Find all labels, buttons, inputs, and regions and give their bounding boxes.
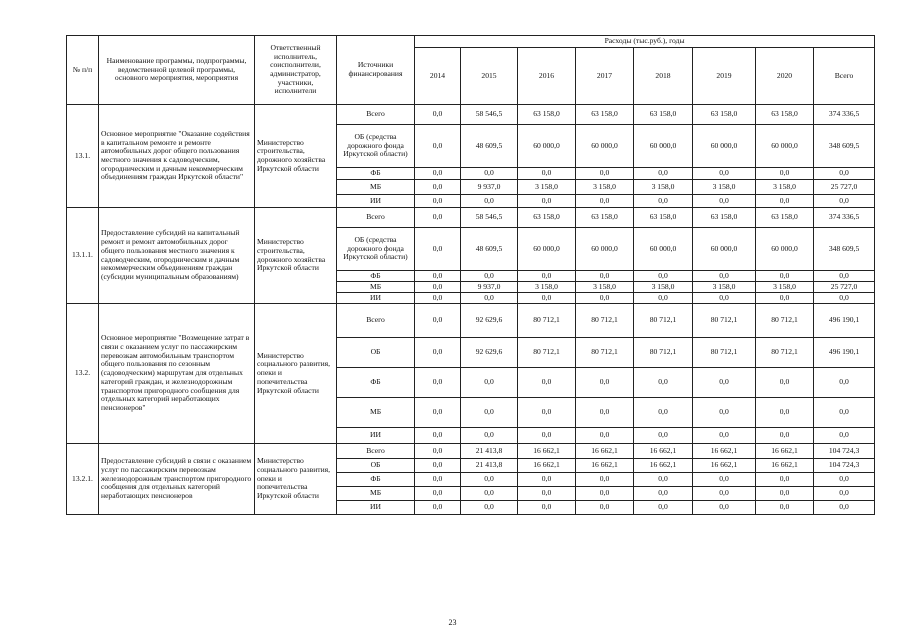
year-value: 3 158,0 [756,282,814,293]
funding-source: ОБ [337,338,415,368]
year-value: 58 546,5 [461,208,518,228]
year-value: 0,0 [576,501,634,515]
year-value: 0,0 [415,459,461,473]
year-value: 80 712,1 [576,304,634,338]
year-value: 0,0 [518,168,576,180]
year-value: 0,0 [756,473,814,487]
funding-source: МБ [337,180,415,195]
year-value: 80 712,1 [634,304,693,338]
year-value: 0,0 [634,368,693,398]
year-value: 16 662,1 [518,444,576,459]
year-value: 0,0 [518,368,576,398]
year-value: 0,0 [461,428,518,444]
year-value: 60 000,0 [756,125,814,168]
year-value: 0,0 [576,398,634,428]
funding-source: ФБ [337,368,415,398]
total-value: 0,0 [814,271,875,282]
year-value: 16 662,1 [576,459,634,473]
header-year: 2020 [756,48,814,105]
year-value: 0,0 [415,428,461,444]
year-value: 0,0 [756,368,814,398]
year-value: 0,0 [415,304,461,338]
year-value: 0,0 [634,398,693,428]
funding-source: ИИ [337,501,415,515]
year-value: 0,0 [576,168,634,180]
year-value: 21 413,8 [461,444,518,459]
year-value: 0,0 [634,168,693,180]
item-responsible: Министерство строительства, дорожного хозяйства Иркутской области [255,105,337,208]
year-value: 21 413,8 [461,459,518,473]
funding-source: Всего [337,105,415,125]
year-value: 63 158,0 [634,208,693,228]
year-value: 60 000,0 [576,228,634,271]
total-value: 374 336,5 [814,105,875,125]
year-value: 16 662,1 [693,444,756,459]
year-value: 0,0 [756,501,814,515]
page-number: 23 [448,618,457,627]
funding-source: ФБ [337,473,415,487]
year-value: 63 158,0 [756,208,814,228]
item-name: Предоставление субсидий на капитальный ремонт и ремонт автомобильных дорог общего пользования местного значения к садоводческим, огородническим и дачным некоммерческим объединениям граждан (субсидии муниципальным образованиям) [99,208,255,304]
year-value: 3 158,0 [693,180,756,195]
year-value: 0,0 [634,293,693,304]
year-value: 0,0 [634,428,693,444]
year-value: 0,0 [518,398,576,428]
year-value: 0,0 [415,282,461,293]
year-value: 0,0 [634,195,693,208]
header-expenses: Расходы (тыс.руб.), годы [415,36,875,48]
total-value: 0,0 [814,293,875,304]
year-value: 0,0 [518,428,576,444]
year-value: 60 000,0 [693,125,756,168]
year-value: 3 158,0 [634,180,693,195]
year-value: 63 158,0 [693,105,756,125]
year-value: 0,0 [693,501,756,515]
year-value: 63 158,0 [576,208,634,228]
item-responsible: Министерство социального развития, опеки и попечительства Иркутской области [255,444,337,515]
year-value: 63 158,0 [634,105,693,125]
year-value: 60 000,0 [756,228,814,271]
year-value: 60 000,0 [518,228,576,271]
header-responsible: Ответственный исполнитель, соисполнители, администратор, участники, исполнители [255,36,337,105]
funding-source: Всего [337,304,415,338]
item-name: Основное мероприятие "Возмещение затрат в связи с оказанием услуг по пассажирским перевозкам автомобильным транспортом общего пользования по сезонным (садоводческим) маршрутам для отдельных категорий граждан, и железнодорожным транспортом пригородного сообщения для отдельных категорий неработающих пенсионеров" [99,304,255,444]
year-value: 0,0 [415,168,461,180]
year-value: 0,0 [415,180,461,195]
year-value: 80 712,1 [634,338,693,368]
year-value: 0,0 [518,293,576,304]
funding-source: ИИ [337,195,415,208]
year-value: 0,0 [461,168,518,180]
funding-source: ФБ [337,271,415,282]
funding-source: ОБ (средства дорожного фонда Иркутской области) [337,125,415,168]
year-value: 0,0 [634,271,693,282]
total-value: 0,0 [814,195,875,208]
year-value: 0,0 [756,168,814,180]
year-value: 0,0 [415,195,461,208]
total-value: 496 190,1 [814,304,875,338]
table-row [67,304,875,338]
year-value: 0,0 [634,501,693,515]
year-value: 0,0 [576,271,634,282]
table-body [67,105,875,515]
year-value: 0,0 [415,473,461,487]
year-value: 3 158,0 [634,282,693,293]
table-header [67,36,875,105]
item-name: Предоставление субсидий в связи с оказанием услуг по пассажирским перевозкам железнодорожным транспортом пригородного сообщения для отдельных категорий неработающих пенсионеров [99,444,255,515]
year-value: 9 937,0 [461,282,518,293]
year-value: 0,0 [576,368,634,398]
item-code: 13.1.1. [67,208,99,304]
header-name: Наименование программы, подпрограммы, ведомственной целевой программы, основного мероприятия, мероприятия [99,36,255,105]
year-value: 0,0 [415,293,461,304]
year-value: 0,0 [693,271,756,282]
year-value: 80 712,1 [576,338,634,368]
year-value: 0,0 [518,271,576,282]
funding-source: МБ [337,282,415,293]
header-year: 2019 [693,48,756,105]
year-value: 3 158,0 [576,282,634,293]
table-row [67,208,875,228]
year-value: 16 662,1 [756,444,814,459]
total-value: 0,0 [814,368,875,398]
year-value: 80 712,1 [756,304,814,338]
budget-table [66,35,875,515]
year-value: 3 158,0 [576,180,634,195]
year-value: 60 000,0 [634,228,693,271]
year-value: 92 629,6 [461,304,518,338]
year-value: 0,0 [518,195,576,208]
year-value: 0,0 [756,487,814,501]
year-value: 0,0 [576,487,634,501]
year-value: 60 000,0 [693,228,756,271]
year-value: 3 158,0 [756,180,814,195]
header-year: 2017 [576,48,634,105]
year-value: 0,0 [415,487,461,501]
year-value: 0,0 [693,293,756,304]
year-value: 63 158,0 [518,208,576,228]
year-value: 0,0 [518,487,576,501]
year-value: 63 158,0 [756,105,814,125]
year-value: 63 158,0 [693,208,756,228]
year-value: 0,0 [415,105,461,125]
year-value: 16 662,1 [518,459,576,473]
funding-source: Всего [337,208,415,228]
header-total: Всего [814,48,875,105]
total-value: 348 609,5 [814,228,875,271]
year-value: 0,0 [461,195,518,208]
year-value: 0,0 [415,125,461,168]
item-responsible: Министерство строительства, дорожного хозяйства Иркутской области [255,208,337,304]
year-value: 0,0 [693,473,756,487]
year-value: 0,0 [415,271,461,282]
total-value: 348 609,5 [814,125,875,168]
year-value: 16 662,1 [634,459,693,473]
total-value: 0,0 [814,428,875,444]
year-value: 63 158,0 [518,105,576,125]
year-value: 0,0 [461,293,518,304]
year-value: 80 712,1 [693,304,756,338]
total-value: 374 336,5 [814,208,875,228]
year-value: 0,0 [461,398,518,428]
year-value: 60 000,0 [576,125,634,168]
year-value: 0,0 [693,168,756,180]
year-value: 0,0 [415,501,461,515]
header-year: 2018 [634,48,693,105]
year-value: 48 609,5 [461,228,518,271]
year-value: 0,0 [634,473,693,487]
year-value: 0,0 [461,501,518,515]
table-row [67,105,875,125]
year-value: 0,0 [756,271,814,282]
year-value: 16 662,1 [576,444,634,459]
funding-source: ОБ (средства дорожного фонда Иркутской области) [337,228,415,271]
year-value: 80 712,1 [693,338,756,368]
year-value: 80 712,1 [518,304,576,338]
year-value: 0,0 [756,398,814,428]
year-value: 63 158,0 [576,105,634,125]
table-row [67,444,875,459]
year-value: 0,0 [756,293,814,304]
year-value: 60 000,0 [518,125,576,168]
year-value: 60 000,0 [634,125,693,168]
year-value: 80 712,1 [518,338,576,368]
year-value: 0,0 [693,398,756,428]
year-value: 9 937,0 [461,180,518,195]
year-value: 0,0 [415,338,461,368]
item-code: 13.1. [67,105,99,208]
year-value: 16 662,1 [756,459,814,473]
total-value: 104 724,3 [814,459,875,473]
year-value: 0,0 [634,487,693,501]
year-value: 0,0 [415,398,461,428]
year-value: 0,0 [576,473,634,487]
total-value: 0,0 [814,168,875,180]
year-value: 0,0 [693,487,756,501]
item-code: 13.2. [67,304,99,444]
funding-source: ИИ [337,428,415,444]
year-value: 0,0 [693,195,756,208]
year-value: 0,0 [461,271,518,282]
year-value: 3 158,0 [518,282,576,293]
header-year: 2014 [415,48,461,105]
item-name: Основное мероприятие "Оказание содействия в капитальном ремонте и ремонте автомобильных дорог общего пользования местного значения к садоводческим, огородническим и дачным некоммерческим объединениям граждан Иркутской области" [99,105,255,208]
total-value: 25 727,0 [814,180,875,195]
header-num: № п/п [67,36,99,105]
total-value: 25 727,0 [814,282,875,293]
year-value: 0,0 [693,428,756,444]
year-value: 0,0 [415,368,461,398]
year-value: 0,0 [756,428,814,444]
year-value: 16 662,1 [693,459,756,473]
year-value: 3 158,0 [518,180,576,195]
header-source: Источники финансирования [337,36,415,105]
year-value: 80 712,1 [756,338,814,368]
funding-source: ИИ [337,293,415,304]
year-value: 48 609,5 [461,125,518,168]
total-value: 0,0 [814,487,875,501]
year-value: 3 158,0 [693,282,756,293]
year-value: 16 662,1 [634,444,693,459]
year-value: 0,0 [576,195,634,208]
header-year: 2015 [461,48,518,105]
year-value: 0,0 [415,208,461,228]
total-value: 0,0 [814,501,875,515]
year-value: 0,0 [461,487,518,501]
item-code: 13.2.1. [67,444,99,515]
total-value: 0,0 [814,398,875,428]
year-value: 0,0 [415,228,461,271]
year-value: 0,0 [518,501,576,515]
year-value: 58 546,5 [461,105,518,125]
item-responsible: Министерство социального развития, опеки и попечительства Иркутской области [255,304,337,444]
funding-source: МБ [337,398,415,428]
funding-source: ОБ [337,459,415,473]
year-value: 0,0 [518,473,576,487]
year-value: 0,0 [693,368,756,398]
header-year: 2016 [518,48,576,105]
total-value: 496 190,1 [814,338,875,368]
year-value: 0,0 [461,368,518,398]
year-value: 0,0 [461,473,518,487]
year-value: 0,0 [576,428,634,444]
year-value: 92 629,6 [461,338,518,368]
funding-source: ФБ [337,168,415,180]
total-value: 104 724,3 [814,444,875,459]
funding-source: МБ [337,487,415,501]
year-value: 0,0 [576,293,634,304]
funding-source: Всего [337,444,415,459]
total-value: 0,0 [814,473,875,487]
year-value: 0,0 [415,444,461,459]
year-value: 0,0 [756,195,814,208]
